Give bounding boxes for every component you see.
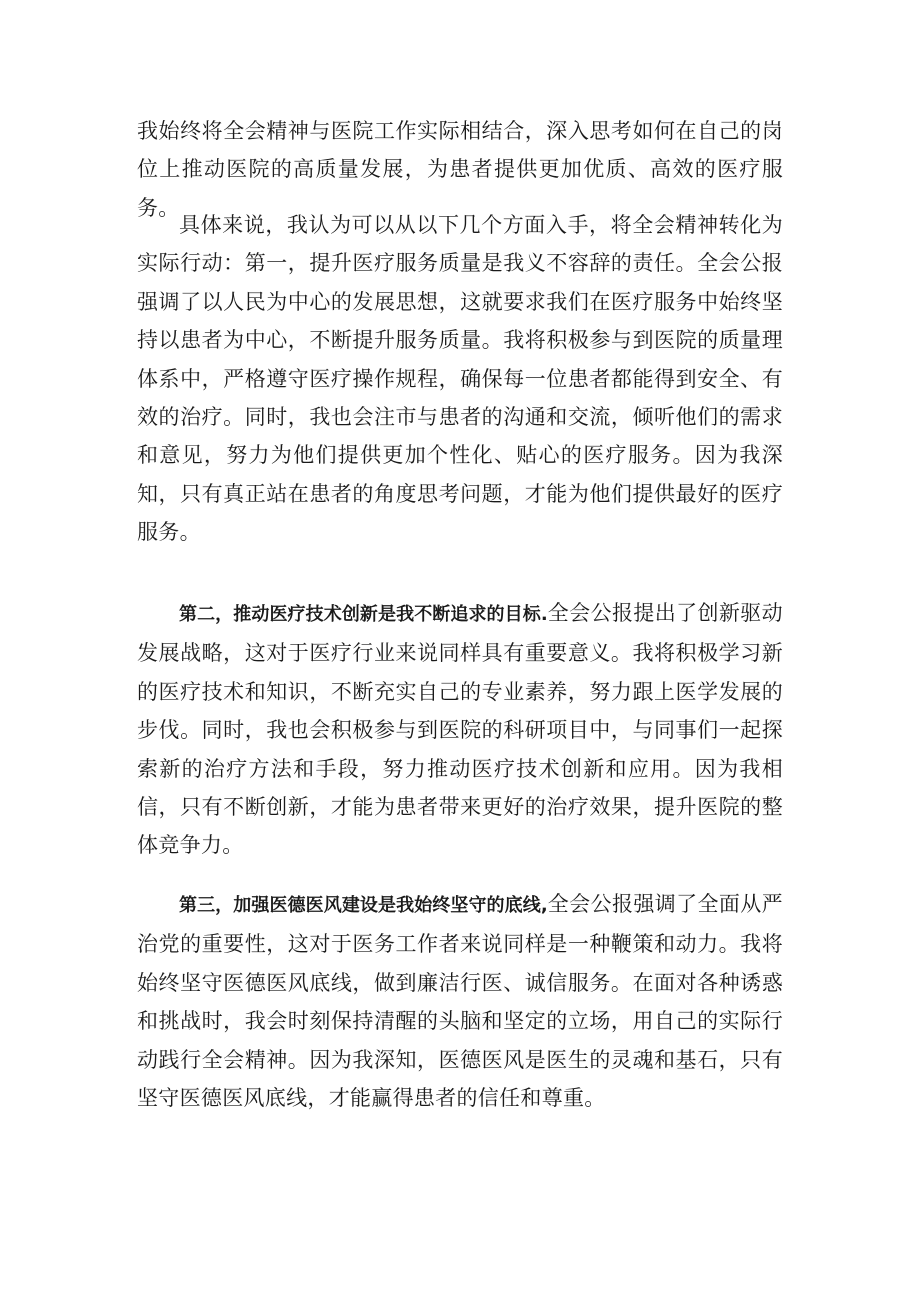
- paragraph-4-lead: 第三，加强医德医风建设是我始终坚守的底线,: [179, 895, 548, 916]
- paragraph-1-text: 我始终将全会精神与医院工作实际相结合，深入思考如何在自己的岗位上推动医院的高质量发展，为患者提供更加优质、高效的医疗服务。: [137, 119, 783, 220]
- paragraph-2-text: 具体来说，我认为可以从以下几个方面入手，将全会精神转化为实际行动：第一，提升医疗服务质量是我义不容辞的责任。全会公报强调了以人民为中心的发展思想，这就要求我们在医疗服务中始终坚持以患者为中心，不断提升服务质量。我将积极参与到医院的质量理体系中，严格遵守医疗操作规程，确保每一位患者都能得到安全、有效的治疗。同时，我也会注市与患者的沟通和交流，倾听他们的需求和意见，努力为他们提供更加个性化、贴心的医疗服务。因为我深知，只有真正站在患者的角度思考问题，才能为他们提供最好的医疗服务。: [137, 213, 783, 545]
- paragraph-3: [137, 594, 783, 865]
- paragraph-4: [137, 885, 783, 1117]
- paragraph-4-text: 全会公报强调了全面从严治党的重要性，这对于医务工作者来说同样是一种鞭策和动力。我将始终坚守医德医风底线，做到廉洁行医、诚信服务。在面对各种诱惑和挑战时，我会时刻保持清醒的头脑和坚定的立场，用自己的实际行动践行全会精神。因为我深知，医德医风是医生的灵魂和基石，只有坚守医德医风底线，才能赢得患者的信任和尊重。: [137, 892, 783, 1111]
- paragraph-3-lead: 第二，推动医疗技术创新是我不断追求的目标.: [179, 604, 548, 625]
- paragraph-2: [137, 206, 783, 552]
- paragraph-3-text: 全会公报提出了创新驱动发展战略，这对于医疗行业来说同样具有重要意义。我将积极学习新的医疗技术和知识，不断充实自己的专业素养，努力跟上医学发展的步伐。同时，我也会积极参与到医院的科研项目中，与同事们一起探索新的治疗方法和手段，努力推动医疗技术创新和应用。因为我相信，只有不断创新，才能为患者带来更好的治疗效果，提升医院的整体竞争力。: [137, 601, 783, 858]
